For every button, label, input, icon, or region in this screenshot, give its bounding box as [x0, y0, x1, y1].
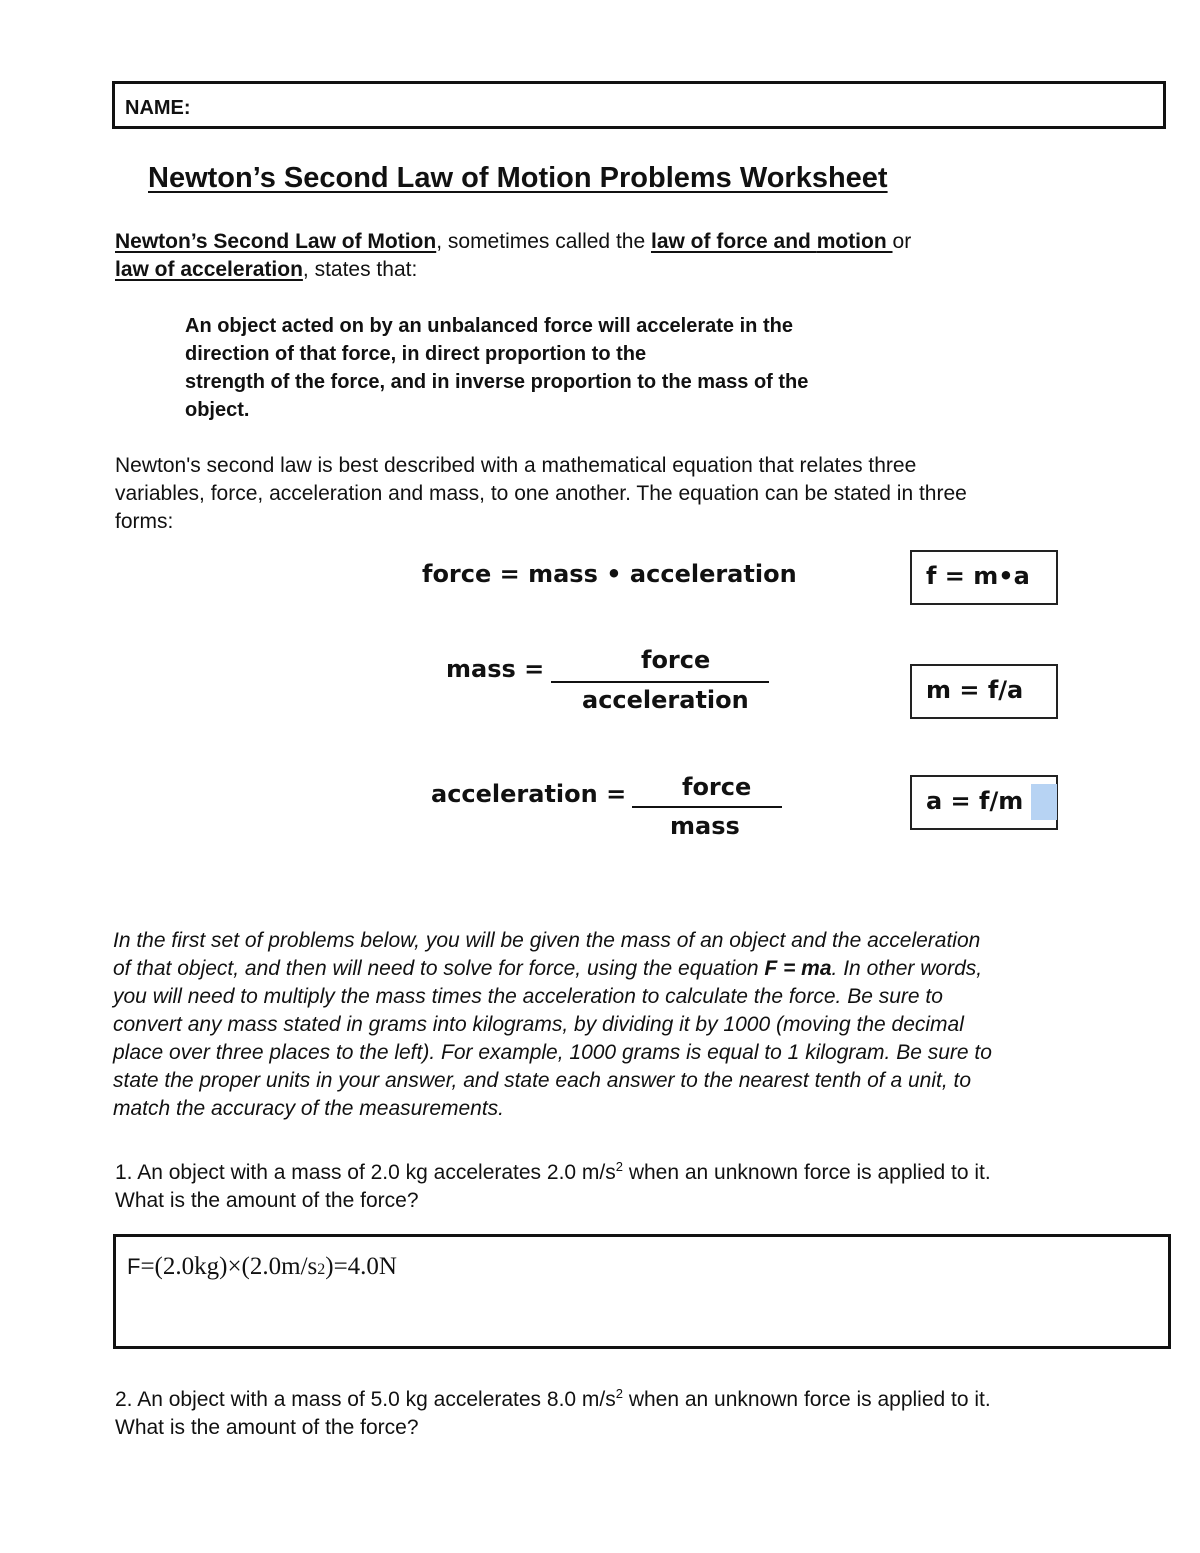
alt-name-1b: motion	[816, 230, 893, 253]
definition-line: object.	[185, 399, 250, 421]
answer-rest: )=4.0N	[325, 1253, 397, 1280]
acceleration-fraction-line	[632, 806, 782, 808]
equation-intro	[115, 452, 967, 536]
exponent: 2	[615, 1386, 623, 1401]
definition-line: An object acted on by an unbalanced force will accelerate in the	[185, 315, 793, 337]
instruction-line: place over three places to the left). For example, 1000 grams is equal to 1 kilogram. Be sure to	[113, 1041, 992, 1064]
instruction-text: of that object, and then will need to solve for force, using the equation	[113, 957, 765, 980]
instruction-line: match the accuracy of the measurements.	[113, 1097, 505, 1120]
problem-1	[115, 1153, 991, 1215]
definition-line: strength of the force, and in inverse proportion to the mass of the	[185, 371, 809, 393]
answer-exponent: 2	[317, 1261, 326, 1278]
equation-intro-line: variables, force, acceleration and mass, to one another. The equation can be stated in three	[115, 482, 967, 505]
problem-2-line-2: What is the amount of the force?	[115, 1416, 419, 1439]
answer-1-text[interactable]	[127, 1253, 397, 1281]
law-name: Newton’s Second Law of Motion	[115, 230, 437, 253]
problem-1-line-2: What is the amount of the force?	[115, 1189, 419, 1212]
intro-text-b: or	[892, 230, 912, 253]
intro-line-1	[115, 228, 911, 256]
instruction-text: . In other words,	[831, 957, 983, 980]
law-definition	[185, 312, 808, 424]
page-title: Newton’s Second Law of Motion Problems Worksheet	[148, 162, 888, 194]
force-equation: force = mass • acceleration	[422, 560, 797, 588]
mass-formula-box	[910, 664, 1058, 719]
acceleration-formula-box	[910, 775, 1058, 830]
exponent: 2	[615, 1159, 623, 1174]
acceleration-formula: a = f/m	[926, 787, 1024, 815]
instruction-line: you will need to multiply the mass times the acceleration to calculate the force. Be sure to	[113, 985, 943, 1008]
text-cursor-highlight	[1031, 784, 1057, 820]
answer-main: =(2.0kg)×(2.0m/s	[140, 1253, 318, 1280]
answer-1-box[interactable]	[113, 1234, 1171, 1349]
force-formula-box	[910, 550, 1058, 605]
equation-inline: F = ma	[764, 957, 832, 980]
mass-numerator: force	[641, 646, 711, 674]
definition-line: direction of that force, in direct proportion to the	[185, 343, 647, 365]
instruction-line: convert any mass stated in grams into kilograms, by dividing it by 1000 (moving the decimal	[113, 1013, 964, 1036]
acceleration-numerator: force	[682, 773, 752, 801]
problem-2	[115, 1380, 991, 1442]
acceleration-denominator: mass	[670, 812, 740, 840]
equation-intro-line: forms:	[115, 510, 174, 533]
alt-name-1a: law of force and	[650, 230, 817, 253]
problem-text: when an unknown force is applied to it.	[622, 1161, 991, 1184]
instruction-line: state the proper units in your answer, and state each answer to the nearest tenth of a unit, to	[113, 1069, 972, 1092]
mass-fraction-line	[551, 681, 769, 683]
problem-text: 2. An object with a mass of 5.0 kg accelerates 8.0 m/s	[115, 1388, 616, 1411]
answer-prefix: F	[127, 1254, 141, 1279]
acceleration-label: acceleration =	[431, 780, 627, 808]
problem-text: when an unknown force is applied to it.	[622, 1388, 991, 1411]
intro-text-a: , sometimes called the	[436, 230, 651, 253]
instruction-line: In the first set of problems below, you will be given the mass of an object and the acceleration	[113, 929, 981, 952]
mass-denominator: acceleration	[582, 686, 749, 714]
equation-intro-line: Newton's second law is best described with a mathematical equation that relates three	[115, 454, 917, 477]
instruction-line	[113, 955, 992, 983]
problem-1-line-1	[115, 1153, 991, 1187]
name-label: NAME:	[125, 97, 191, 119]
name-field[interactable]	[112, 81, 1166, 129]
force-formula: f = m•a	[926, 562, 1030, 590]
alt-name-2: law of acceleration	[115, 258, 303, 281]
intro-text-c: , states that:	[302, 258, 418, 281]
intro-line-2	[115, 256, 417, 284]
problem-2-line-1	[115, 1380, 991, 1414]
instructions	[113, 927, 992, 1123]
problem-text: 1. An object with a mass of 2.0 kg accelerates 2.0 m/s	[115, 1161, 616, 1184]
mass-formula: m = f/a	[926, 676, 1024, 704]
mass-label: mass =	[446, 655, 545, 683]
